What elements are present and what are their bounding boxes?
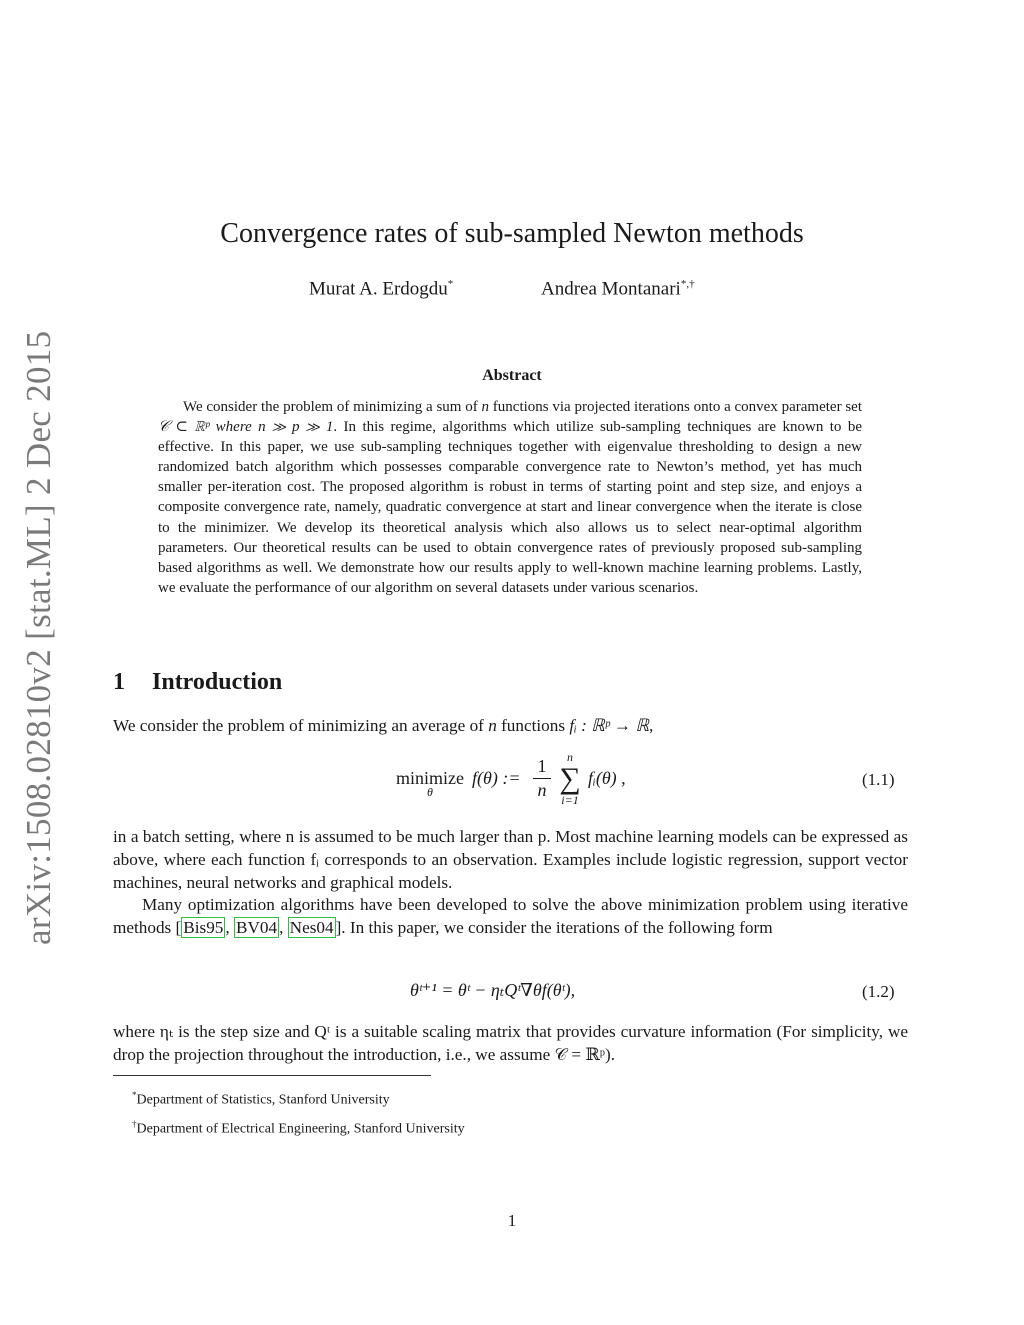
paragraph-3: where ηₜ is the step size and Qᵗ is a suitable scaling matrix that provides curvature information (For simplicity, we drop the projection throughout the introduction, i.e., we assume 𝒞 = ℝᵖ). [113, 1022, 908, 1064]
footnote-rule [113, 1075, 431, 1076]
eq-frac-den: n [537, 780, 547, 800]
footnote-2: †Department of Electrical Engineering, Stanford University [132, 1119, 465, 1137]
author-mark: *,† [680, 278, 695, 290]
math-var-n: n [481, 399, 490, 415]
sum-symbol-icon: ∑ [559, 762, 581, 795]
author-montanari [541, 278, 695, 300]
author-mark: * [447, 278, 454, 290]
eq-summand: fᵢ(θ) , [588, 768, 626, 788]
math-fi-map: fᵢ : ℝᵖ → ℝ, [569, 716, 654, 735]
eq-frac-num: 1 [537, 756, 547, 776]
abstract-heading: Abstract [482, 367, 542, 384]
eq-sum-top: n [567, 750, 573, 764]
page-number: 1 [507, 1211, 517, 1230]
paragraph-2: Many optimization algorithms have been developed to solve the above minimization problem using iterative methods [ Bis95 , BV04 , Nes04 ]. In this paper, we consider the iterations of the following form [113, 895, 908, 937]
author-name: Murat A. Erdogdu [309, 278, 448, 300]
abstract-body: We consider the problem of minimizing a sum of n functions via projected iterations onto a convex parameter set 𝒞 ⊂ ℝᵖ where n ≫ p ≫ 1. In this regime, algorithms which utilize sub-sampling techniques are known to be effective. In this paper, we use sub-sampling techniques together with eigenvalue thresholding to design a new randomized batch algorithm which possesses comparable convergence rate to Newton’s method, yet has much smaller per-iteration cost. The proposed algorithm is robust in terms of starting point and step size, and enjoys a composite convergence rate, namely, quadratic convergence at start and linear convergence when the iterate is close to the minimizer. We develop its theoretical analysis which also allows us to select near-optimal algorithm parameters. Our theoretical results can be used to obtain convergence rates of previously proposed sub-sampling based algorithms as well. We demonstrate how our results apply to well-known machine learning problems. Lastly, we evaluate the performance of our algorithm on several datasets under various scenarios. [158, 399, 863, 596]
intro-line: We consider the problem of minimizing an average of n functions fᵢ : ℝᵖ → ℝ, [113, 716, 654, 735]
author-erdogdu [309, 278, 453, 300]
section-title: Introduction [152, 669, 283, 695]
equation-label-1-1: (1.1) [862, 770, 895, 789]
equation-label-1-2: (1.2) [862, 982, 895, 1001]
paragraph-1: in a batch setting, where n is assumed to be much larger than p. Most machine learning models can be expressed as above, where each function fᵢ corresponds to an observation. Examples include logistic regression, support vector machines, neural networks and graphical models. [113, 827, 908, 892]
eq-operator: minimize [396, 768, 464, 788]
citation-link[interactable]: Bis95 [183, 918, 224, 937]
author-name: Andrea Montanari [541, 278, 681, 300]
eq-sum-bottom: i=1 [561, 793, 579, 807]
math-set: 𝒞 ⊂ ℝᵖ where n ≫ p ≫ 1 [158, 419, 334, 436]
math-var-n: n [488, 716, 497, 735]
eq-operator-sub: θ [427, 785, 433, 799]
equation-1-2: θᵗ⁺¹ = θᵗ − ηₜQᵗ∇θf(θᵗ), [410, 980, 576, 1000]
footnote-1: *Department of Statistics, Stanford University [132, 1090, 390, 1108]
arxiv-side-stamp: arXiv:1508.02810v2 [stat.ML] 2 Dec 2015 [19, 330, 58, 945]
section-number: 1 [113, 669, 125, 695]
eq-lhs: f(θ) := [472, 768, 521, 788]
paper-title: Convergence rates of sub-sampled Newton methods [220, 218, 804, 249]
citation-link[interactable]: BV04 [235, 918, 278, 937]
citation-link[interactable]: Nes04 [289, 918, 334, 937]
